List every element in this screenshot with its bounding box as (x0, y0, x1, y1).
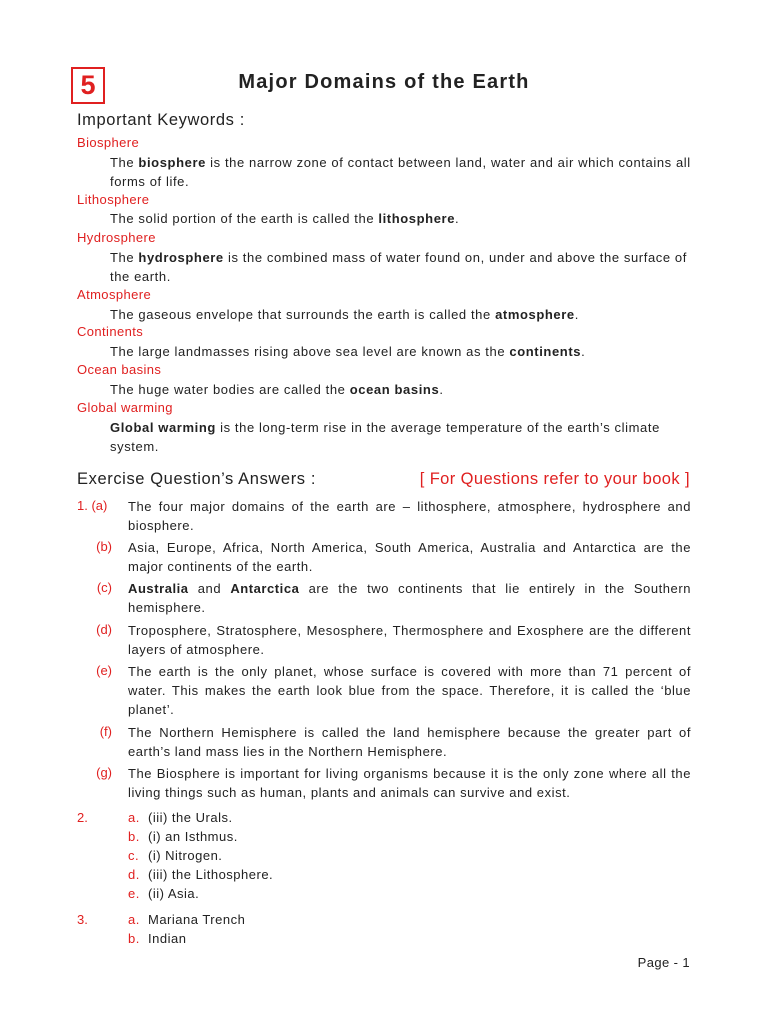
exercise-note: [ For Questions refer to your book ] (419, 470, 690, 488)
answer-1a: The four major domains of the earth are – lithosphere, atmosphere, hydrosphere and biosphere. (128, 499, 691, 533)
answer-1f-label: (f) (99, 724, 112, 739)
page-number: Page - 1 (637, 955, 690, 970)
answer-1d: Troposphere, Stratosphere, Mesosphere, Thermosphere and Exosphere are the different layers of atmosphere. (128, 623, 691, 657)
keyword-definition-lithosphere: The solid portion of the earth is called the lithosphere. (110, 211, 460, 226)
answer-2b: b. (i) an Isthmus. (128, 829, 238, 844)
keywords-heading: Important Keywords : (77, 111, 245, 129)
question-1-number: 1. (a) (77, 498, 108, 513)
answer-1c-label: (c) (96, 580, 112, 595)
keyword-definition-global-warming: Global warming is the long-term rise in the average temperature of the earth’s climate system. (110, 420, 660, 454)
keyword-term-atmosphere: Atmosphere (77, 287, 152, 302)
keyword-definition-continents: The large landmasses rising above sea level are known as the continents. (110, 344, 586, 359)
answer-1g-label: (g) (96, 765, 112, 780)
answer-1f: The Northern Hemisphere is called the land hemisphere because the greater part of earth’s land mass lies in the Northern Hemisphere. (128, 725, 691, 759)
answer-2c: c. (i) Nitrogen. (128, 848, 223, 863)
answer-3b: b. Indian (128, 931, 187, 946)
answer-1b-label: (b) (96, 539, 112, 554)
answer-1e: The earth is the only planet, whose surface is covered with more than 71 percent of water. This makes the earth look blue from the space. Therefore, it is called the ‘blue planet’. (128, 664, 691, 717)
chapter-number-badge: 5 (71, 67, 105, 104)
answer-1d-label: (d) (96, 622, 112, 637)
keyword-definition-atmosphere: The gaseous envelope that surrounds the earth is called the atmosphere. (110, 307, 579, 322)
answer-1g: The Biosphere is important for living organisms because it is the only zone where all the living things such as human, plants and animals can survive and exist. (128, 766, 691, 800)
exercise-heading: Exercise Question’s Answers : (77, 470, 317, 488)
answer-1b: Asia, Europe, Africa, North America, South America, Australia and Antarctica are the major continents of the earth. (128, 540, 691, 574)
keyword-definition-biosphere: The biosphere is the narrow zone of contact between land, water and air which contains all forms of life. (110, 155, 691, 189)
answer-2e: e. (ii) Asia. (128, 886, 200, 901)
answer-3a: a. Mariana Trench (128, 912, 246, 927)
keyword-term-continents: Continents (77, 324, 144, 339)
keyword-term-ocean-basins: Ocean basins (77, 362, 162, 377)
answer-1e-label: (e) (96, 663, 112, 678)
question-3-number: 3. (77, 912, 88, 927)
keyword-definition-hydrosphere: The hydrosphere is the combined mass of water found on, under and above the surface of the earth. (110, 250, 687, 284)
page-title: Major Domains of the Earth (238, 71, 530, 93)
keyword-definition-ocean-basins: The huge water bodies are called the ocean basins. (110, 382, 444, 397)
keyword-term-hydrosphere: Hydrosphere (77, 230, 156, 245)
keyword-term-biosphere: Biosphere (77, 135, 140, 150)
question-2-number: 2. (77, 810, 88, 825)
keyword-term-lithosphere: Lithosphere (77, 192, 150, 207)
keyword-term-global-warming: Global warming (77, 400, 173, 415)
answer-1c: Australia and Antarctica are the two continents that lie entirely in the Southern hemisphere. (128, 581, 691, 615)
answer-2d: d. (iii) the Lithosphere. (128, 867, 274, 882)
answer-2a: a. (iii) the Urals. (128, 810, 233, 825)
